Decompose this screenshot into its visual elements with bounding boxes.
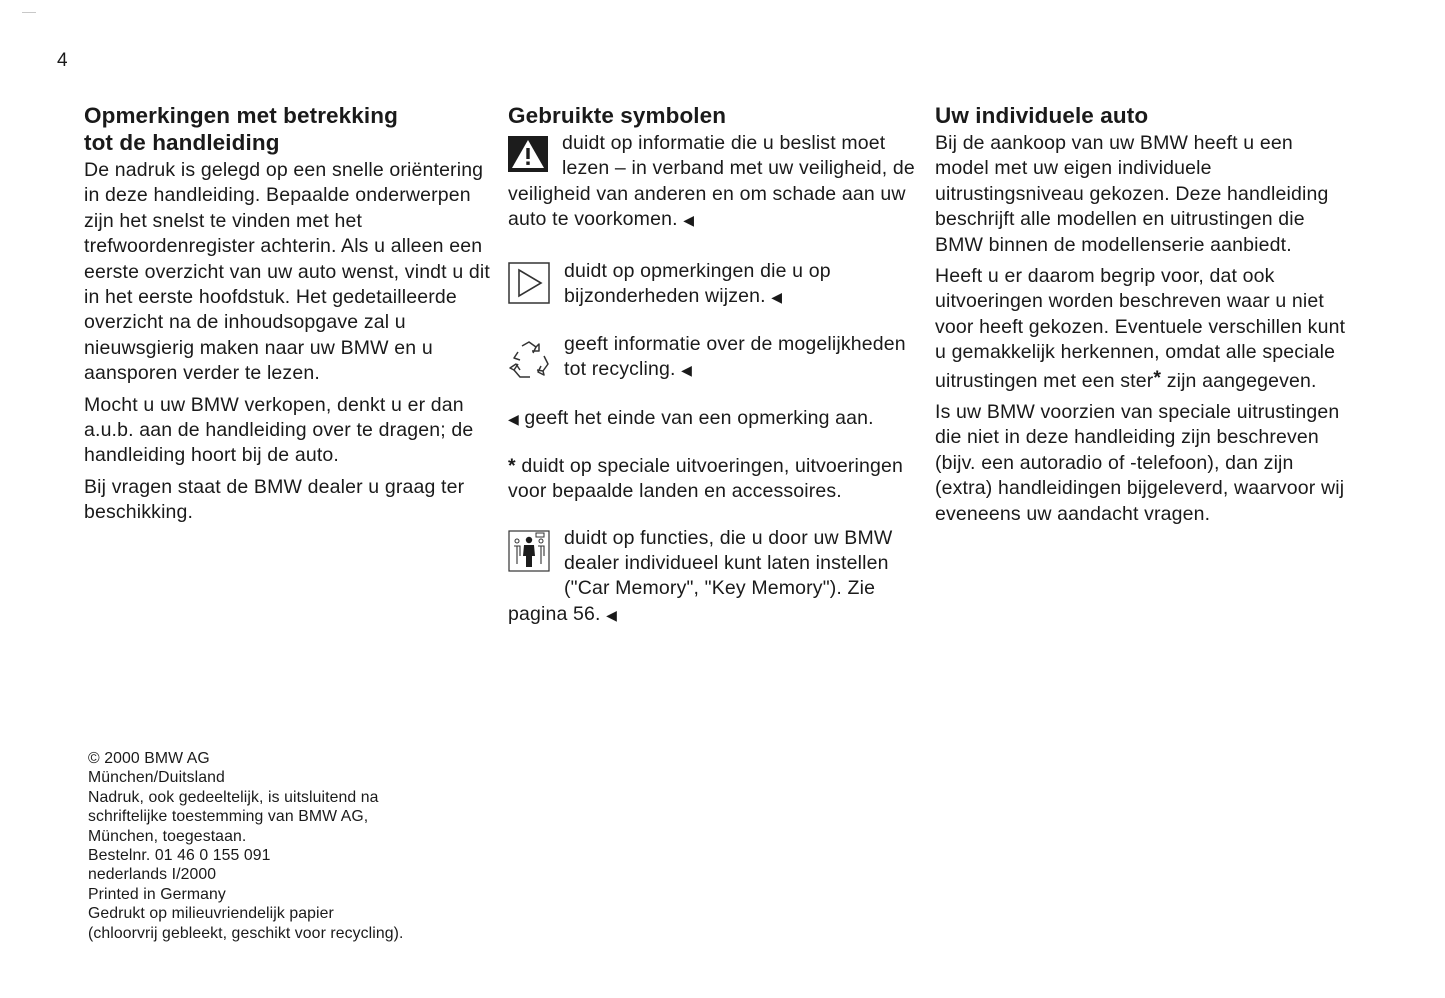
end-marker-icon: ◀ (683, 212, 694, 229)
symbol-warning (508, 131, 920, 234)
imprint-line: © 2000 BMW AG (88, 750, 210, 767)
symbol-star (508, 454, 920, 505)
star-symbol: * (508, 454, 516, 477)
manual-notes-paragraph-3: Bij vragen staat de BMW dealer u graag ter beschikking. (84, 475, 465, 524)
recycling-symbol-text: geeft informatie over de mogelijkheden tot recycling. (564, 333, 906, 381)
star-symbol-text: duidt op speciale uitvoeringen, uitvoeringen voor bepaalde landen en accessoires. (508, 454, 904, 503)
symbol-note (508, 259, 920, 311)
manual-notes-heading-line1: Opmerkingen met betrekking (84, 103, 398, 128)
imprint-line: München/Duitsland (88, 769, 225, 787)
warning-triangle-icon (508, 136, 548, 179)
note-symbol-text: duidt op opmerkingen die u op bijzonderheden wijzen. (564, 259, 831, 308)
symbol-memory (508, 526, 920, 629)
individual-car-paragraph-3: Is uw BMW voorzien van speciale uitrustingen die niet in deze handleiding zijn beschreven (bijv. een autoradio of -telefoon), dan zijn (extra) handleidingen bijgeleverd, waarvoor wij eveneens uw aandacht vragen. (935, 401, 1345, 525)
car-memory-icon (508, 530, 550, 579)
individual-car-paragraph-2-end: zijn aangegeven. (1161, 369, 1317, 392)
symbol-recycling (508, 332, 920, 387)
manual-notes-heading (84, 102, 494, 156)
warning-symbol-text: duidt op informatie die u beslist moet lezen – in verband met uw veiligheid, de veiligheid van anderen en om schade aan uw auto te voorkomen. (508, 132, 915, 231)
column-manual-notes (84, 102, 494, 532)
end-marker-icon: ◀ (606, 606, 617, 623)
manual-notes-heading-line2: tot de handleiding (84, 130, 280, 155)
imprint-line: Bestelnr. 01 46 0 155 091 (88, 847, 271, 865)
imprint-line: Gedrukt op milieuvriendelijk papier (88, 905, 334, 923)
imprint (88, 749, 488, 943)
end-marker-icon: ◀ (681, 362, 692, 379)
individual-car-paragraph-2 (935, 264, 1350, 394)
memory-symbol-text: duidt op functies, die u door uw BMW dealer individueel kunt laten instellen ("Car Memory", "Key Memory"). Zie pagina 56. (508, 526, 893, 625)
symbols-heading: Gebruikte symbolen (508, 103, 727, 128)
individual-car-paragraph-1: Bij de aankoop van uw BMW heeft u een model met uw eigen individuele uitrustingsniveau gekozen. Deze handleiding beschrijft alle modellen en uitrustingen die BMW binnen de modellenserie aanbiedt. (935, 132, 1329, 256)
end-marker-icon: ◀ (771, 289, 783, 306)
page-number: 4 (57, 50, 68, 71)
imprint-line: München, toegestaan. (88, 827, 247, 845)
individual-car-paragraph-2-text: Heeft u er daarom begrip voor, dat ook uitvoeringen worden beschreven waar u niet voor heeft gekozen. Eventuele verschillen kunt u gemakkelijk herkennen, omdat alle speciale uitrustingen met een ster (935, 265, 1346, 392)
column-symbols (508, 102, 920, 649)
imprint-line: Nadruk, ook gedeeltelijk, is uitsluitend na (88, 788, 379, 806)
special-equipment-star: * (1153, 366, 1162, 389)
column-individual-car (935, 102, 1350, 533)
corner-mark (22, 12, 36, 13)
end-marker-icon: ◀ (508, 411, 519, 428)
individual-car-heading: Uw individuele auto (935, 103, 1149, 128)
note-play-icon (508, 262, 550, 311)
manual-notes-paragraph-2: Mocht u uw BMW verkopen, denkt u er dan a.u.b. aan de handleiding over te dragen; de handleiding hoort bij de auto. (84, 393, 474, 467)
manual-notes-paragraph-1: De nadruk is gelegd op een snelle oriëntering in deze handleiding. Bepaalde onderwerpen zijn het snelst te vinden met het trefwoordenregister achterin. Als u alleen een eerste overzicht van uw auto wenst, vindt u dit in het eerste hoofdstuk. Het gedetailleerde overzicht na de inhoudsopgave zal u nieuwsgierig maken naar uw BMW en u aansporen verder te lezen. (84, 159, 490, 385)
recycling-icon (508, 340, 550, 387)
end-symbol-text: geeft het einde van een opmerking aan. (524, 407, 874, 430)
imprint-line: schriftelijke toestemming van BMW AG, (88, 808, 369, 826)
imprint-line: nederlands I/2000 (88, 866, 217, 884)
symbol-end (508, 406, 920, 432)
imprint-line: (chloorvrij gebleekt, geschikt voor recycling). (88, 924, 404, 942)
imprint-line: Printed in Germany (88, 885, 226, 903)
